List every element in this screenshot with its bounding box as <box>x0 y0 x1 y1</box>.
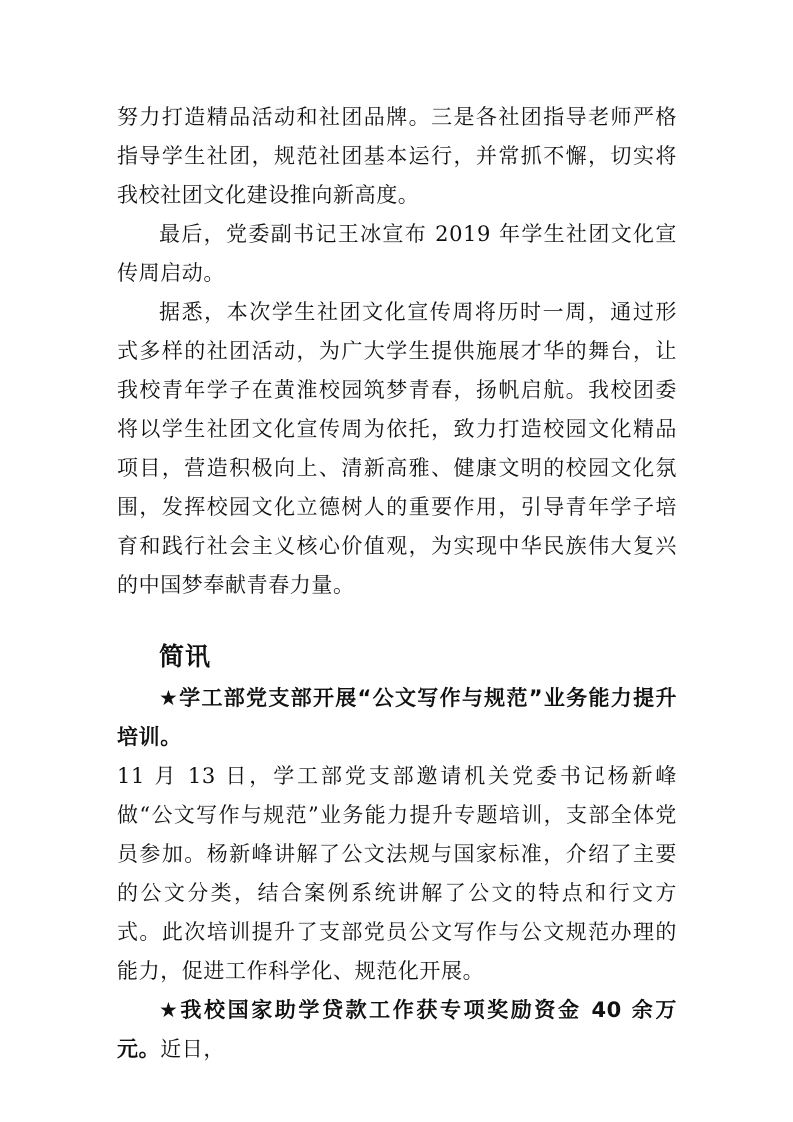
paragraph-launch: 最后，党委副书记王冰宣布 2019 年学生社团文化宣传周启动。 <box>117 222 677 285</box>
news-item-1-title: 学工部党支部开展“公文写作与规范”业务能力提升培训。 <box>117 686 677 749</box>
section-title-brief: 简讯 <box>159 642 212 671</box>
star-icon: ★ <box>159 998 181 1022</box>
document-page <box>117 98 677 1069</box>
star-icon: ★ <box>159 686 180 710</box>
news-item-2-title: 我校国家助学贷款工作获专项奖励资金 40 余万元。 <box>117 998 677 1061</box>
news-item-1-heading <box>117 679 677 757</box>
paragraph-continuation: 努力打造精品活动和社团品牌。三是各社团指导老师严格指导学生社团，规范社团基本运行，并常抓不懈，切实将我校社团文化建设推向新高度。 <box>117 105 677 207</box>
news-item-1-body: 11 月 13 日，学工部党支部邀请机关党委书记杨新峰做“公文写作与规范”业务能力提升专题培训，支部全体党员参加。杨新峰讲解了公文法规与国家标准，介绍了主要的公文分类，结合案例系统讲解了公文的特点和行文方式。此次培训提升了支部党员公文写作与公文规范办理的能力，促进工作科学化、规范化开展。 <box>117 764 677 983</box>
news-item-2 <box>117 991 677 1069</box>
paragraph-summary: 据悉，本次学生社团文化宣传周将历时一周，通过形式多样的社团活动，为广大学生提供施展才华的舞台，让我校青年学子在黄淮校园筑梦青春，扬帆启航。我校团委将以学生社团文化宣传周为依托，致力打造校园文化精品项目，营造积极向上、清新高雅、健康文明的校园文化氛围，发挥校园文化立德树人的重要作用，引导青年学子培育和践行社会主义核心价值观，为实现中华民族伟大复兴的中国梦奉献青春力量。 <box>117 300 677 597</box>
news-item-2-body: 近日， <box>160 1037 226 1061</box>
